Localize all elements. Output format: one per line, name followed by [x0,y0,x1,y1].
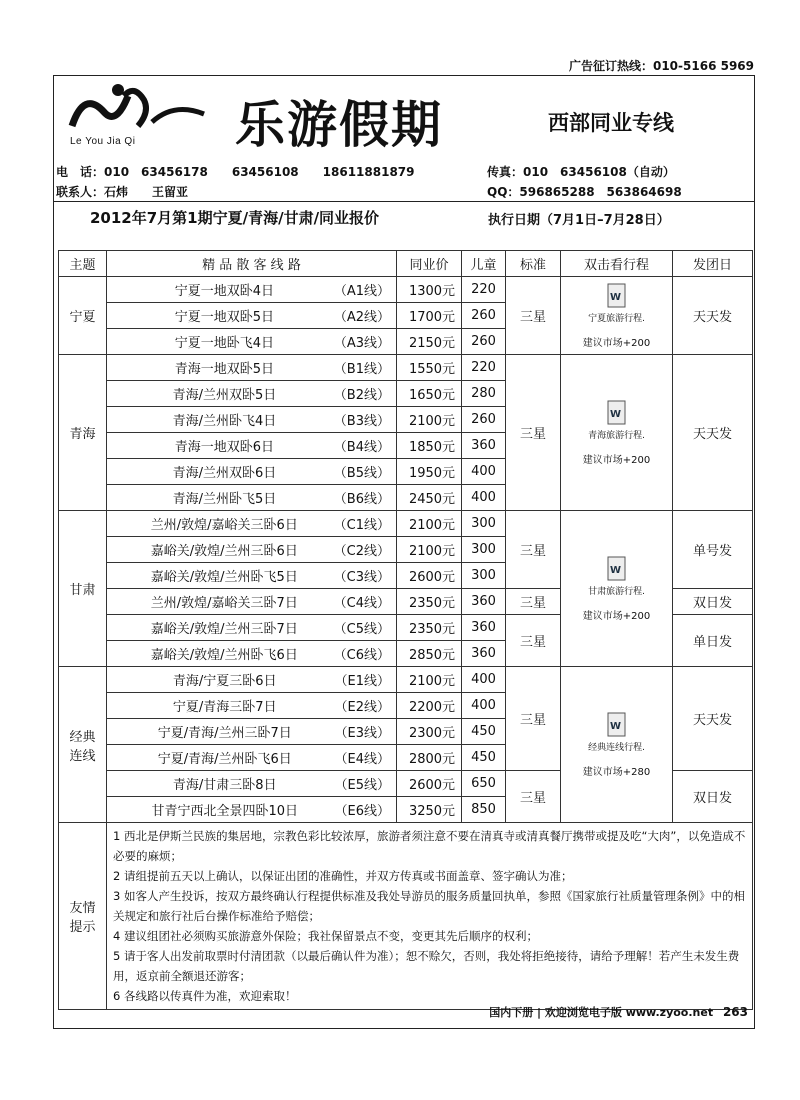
route-code: （B6线） [333,492,390,507]
child-price: 300 [462,563,506,589]
route-name: 宁夏一地双卧4日 [174,284,275,299]
price: 2600元 [397,771,462,797]
route-code: （C6线） [333,648,390,663]
note-item: 2 请组提前五天以上确认，以保证出团的准确性，并双方传真或书面盖章、签字确认为准； [113,869,573,883]
route-name: 青海/兰州卧飞4日 [172,414,277,429]
price: 2350元 [397,589,462,615]
route-name: 青海一地双卧6日 [174,440,275,455]
header-cell: 标准 [506,251,561,277]
market-suggest: 建议市场+200 [582,337,651,349]
doc-name: 甘肃旅游行程. [588,586,645,597]
route-name: 青海/甘肃三卧8日 [172,778,277,793]
page-title: 2012年7月第1期宁夏/青海/甘肃/同业报价 [90,209,380,227]
route-code: （A3线） [333,336,390,351]
header-cell: 儿童 [462,251,506,277]
price: 1300元 [397,277,462,303]
route-code: （B3线） [333,414,390,429]
route-code: （C2线） [333,544,390,559]
standard: 三星 [506,667,561,771]
footer-text: 国内下册 | 欢迎浏览电子版 www.zyoo.net [489,1006,714,1019]
svg-text:W: W [609,720,621,732]
price: 1650元 [397,381,462,407]
route-code: （E6线） [334,804,390,819]
doc-name: 宁夏旅游行程. [588,313,645,324]
svg-text:W: W [609,408,621,420]
price: 1850元 [397,433,462,459]
child-price: 220 [462,355,506,381]
header-cell: 主题 [59,251,107,277]
table-header [59,251,753,277]
price: 1700元 [397,303,462,329]
route-code: （B2线） [333,388,390,403]
exec-date: 执行日期（7月1日–7月28日） [488,213,670,228]
price: 2450元 [397,485,462,511]
child-price: 280 [462,381,506,407]
note-item: 1 西北是伊斯兰民族的集居地，宗教色彩比较浓厚，旅游者须注意不要在清真寺或清真餐厅携带或提及吃“大肉”，以免造成不必要的麻烦； [113,829,746,863]
route-name: 青海/兰州双卧6日 [172,466,277,481]
route-name: 宁夏/青海/兰州三卧7日 [157,726,292,741]
route-name: 嘉峪关/敦煌/兰州三卧6日 [150,544,298,559]
word-doc-icon[interactable] [606,283,628,309]
depart-day: 天天发 [673,277,753,355]
price: 2100元 [397,511,462,537]
standard: 三星 [506,615,561,667]
price: 2850元 [397,641,462,667]
price: 2100元 [397,537,462,563]
route-name: 嘉峪关/敦煌/兰州三卧7日 [150,622,298,637]
depart-day: 天天发 [673,355,753,511]
group-name: 宁夏 [59,277,107,355]
table-row [59,277,753,303]
route-name: 甘青宁西北全景四卧10日 [151,804,299,819]
notes-row [59,823,753,1010]
child-price: 220 [462,277,506,303]
route-code: （E2线） [334,700,390,715]
route-name: 嘉峪关/敦煌/兰州卧飞5日 [150,570,298,585]
route-name: 宁夏一地卧飞4日 [174,336,275,351]
child-price: 650 [462,771,506,797]
logo-icon [64,82,214,144]
notes-label: 友情提示 [59,823,107,1010]
depart-day: 单号发 [673,511,753,589]
child-price: 260 [462,303,506,329]
route-code: （C5线） [333,622,390,637]
doc-name: 青海旅游行程. [588,430,645,441]
standard: 三星 [506,771,561,823]
market-suggest: 建议市场+200 [582,610,651,622]
price: 3250元 [397,797,462,823]
child-price: 450 [462,719,506,745]
route-code: （C1线） [333,518,390,533]
page-number: 263 [722,1005,748,1019]
brand-subtitle: 西部同业专线 [548,110,674,135]
svg-text:W: W [609,564,621,576]
route-code: （B1线） [333,362,390,377]
route-code: （A1线） [333,284,390,299]
ad-hotline: 广告征订热线：010-5166 5969 [568,59,754,73]
brand-name: 乐游假期 [235,95,443,154]
child-price: 400 [462,485,506,511]
route-code: （E5线） [334,778,390,793]
svg-text:W: W [609,291,621,303]
route-name: 青海/宁夏三卧6日 [172,674,277,689]
child-price: 400 [462,459,506,485]
market-suggest: 建议市场+280 [582,766,651,778]
price: 1950元 [397,459,462,485]
child-price: 260 [462,329,506,355]
logo-subtitle: Le You Jia Qi [70,136,136,147]
depart-day: 双日发 [673,771,753,823]
note-item: 5 请于客人出发前取票时付清团款（以最后确认件为准）；恕不赊欠，否则，我处将拒绝接待，请给予理解！若产生未发生费用，返京前全额退还游客； [113,949,740,983]
price: 2200元 [397,693,462,719]
notes-body [107,823,753,1010]
header-cell: 同业价 [397,251,462,277]
itinerary-doc[interactable] [561,667,673,823]
route-name: 宁夏/青海三卧7日 [172,700,277,715]
route-name: 兰州/敦煌/嘉峪关三卧6日 [150,518,298,533]
doc-name: 经典连线行程. [588,742,645,753]
depart-day: 双日发 [673,589,753,615]
price: 2800元 [397,745,462,771]
itinerary-doc[interactable] [561,511,673,667]
route-name: 青海一地双卧5日 [174,362,275,377]
route-code: （E1线） [334,674,390,689]
itinerary-doc[interactable] [561,277,673,355]
child-price: 300 [462,537,506,563]
price: 2350元 [397,615,462,641]
child-price: 400 [462,667,506,693]
child-price: 360 [462,589,506,615]
footer [489,1004,748,1020]
note-item: 6 各线路以传真件为准，欢迎索取！ [113,989,297,1003]
divider [54,201,754,202]
route-code: （C3线） [333,570,390,585]
child-price: 360 [462,641,506,667]
contact-qq: QQ：596865288 563864698 [487,185,682,199]
standard: 三星 [506,589,561,615]
price: 2600元 [397,563,462,589]
note-item: 3 如客人产生投诉，按双方最终确认行程提供标准及我处导游员的服务质量回执单，参照《国家旅行社质量管理条例》中的相关规定和旅行社后台操作标准给予赔偿； [113,889,745,923]
group-name: 青海 [59,355,107,511]
child-price: 400 [462,693,506,719]
header-cell: 双击看行程 [561,251,673,277]
contact-phone: 电 话：010 63456178 63456108 18611881879 [56,165,415,179]
child-price: 450 [462,745,506,771]
route-code: （B4线） [333,440,390,455]
table-row [59,667,753,693]
child-price: 260 [462,407,506,433]
child-price: 300 [462,511,506,537]
depart-day: 天天发 [673,667,753,771]
header-cell: 精 品 散 客 线 路 [107,251,397,277]
table-row [59,355,753,381]
contact-fax: 传真：010 63456108（自动） [487,165,675,179]
route-name: 青海/兰州双卧5日 [172,388,277,403]
group-name: 经典连线 [59,667,107,823]
child-price: 850 [462,797,506,823]
depart-day: 单日发 [673,615,753,667]
child-price: 360 [462,615,506,641]
route-code: （B5线） [333,466,390,481]
price: 2100元 [397,667,462,693]
word-doc-icon[interactable] [606,712,628,738]
price: 1550元 [397,355,462,381]
note-item: 4 建议组团社必须购买旅游意外保险；我社保留景点不变，变更其先后顺序的权利； [113,929,538,943]
route-code: （E3线） [334,726,390,741]
table-row [59,511,753,537]
route-code: （C4线） [333,596,390,611]
route-code: （E4线） [334,752,390,767]
price: 2100元 [397,407,462,433]
route-name: 青海/兰州卧飞5日 [172,492,277,507]
child-price: 360 [462,433,506,459]
itinerary-doc[interactable] [561,355,673,511]
price: 2300元 [397,719,462,745]
route-code: （A2线） [333,310,390,325]
word-doc-icon[interactable] [606,556,628,582]
contact-person: 联系人：石炜 王留亚 [56,185,189,199]
group-name: 甘肃 [59,511,107,667]
route-name: 嘉峪关/敦煌/兰州卧飞6日 [150,648,298,663]
price: 2150元 [397,329,462,355]
route-name: 兰州/敦煌/嘉峪关三卧7日 [150,596,298,611]
standard: 三星 [506,355,561,511]
header-cell: 发团日 [673,251,753,277]
word-doc-icon[interactable] [606,400,628,426]
market-suggest: 建议市场+200 [582,454,651,466]
route-name: 宁夏一地双卧5日 [174,310,275,325]
price-table [58,250,753,1010]
standard: 三星 [506,277,561,355]
route-name: 宁夏/青海/兰州卧飞6日 [157,752,292,767]
standard: 三星 [506,511,561,589]
